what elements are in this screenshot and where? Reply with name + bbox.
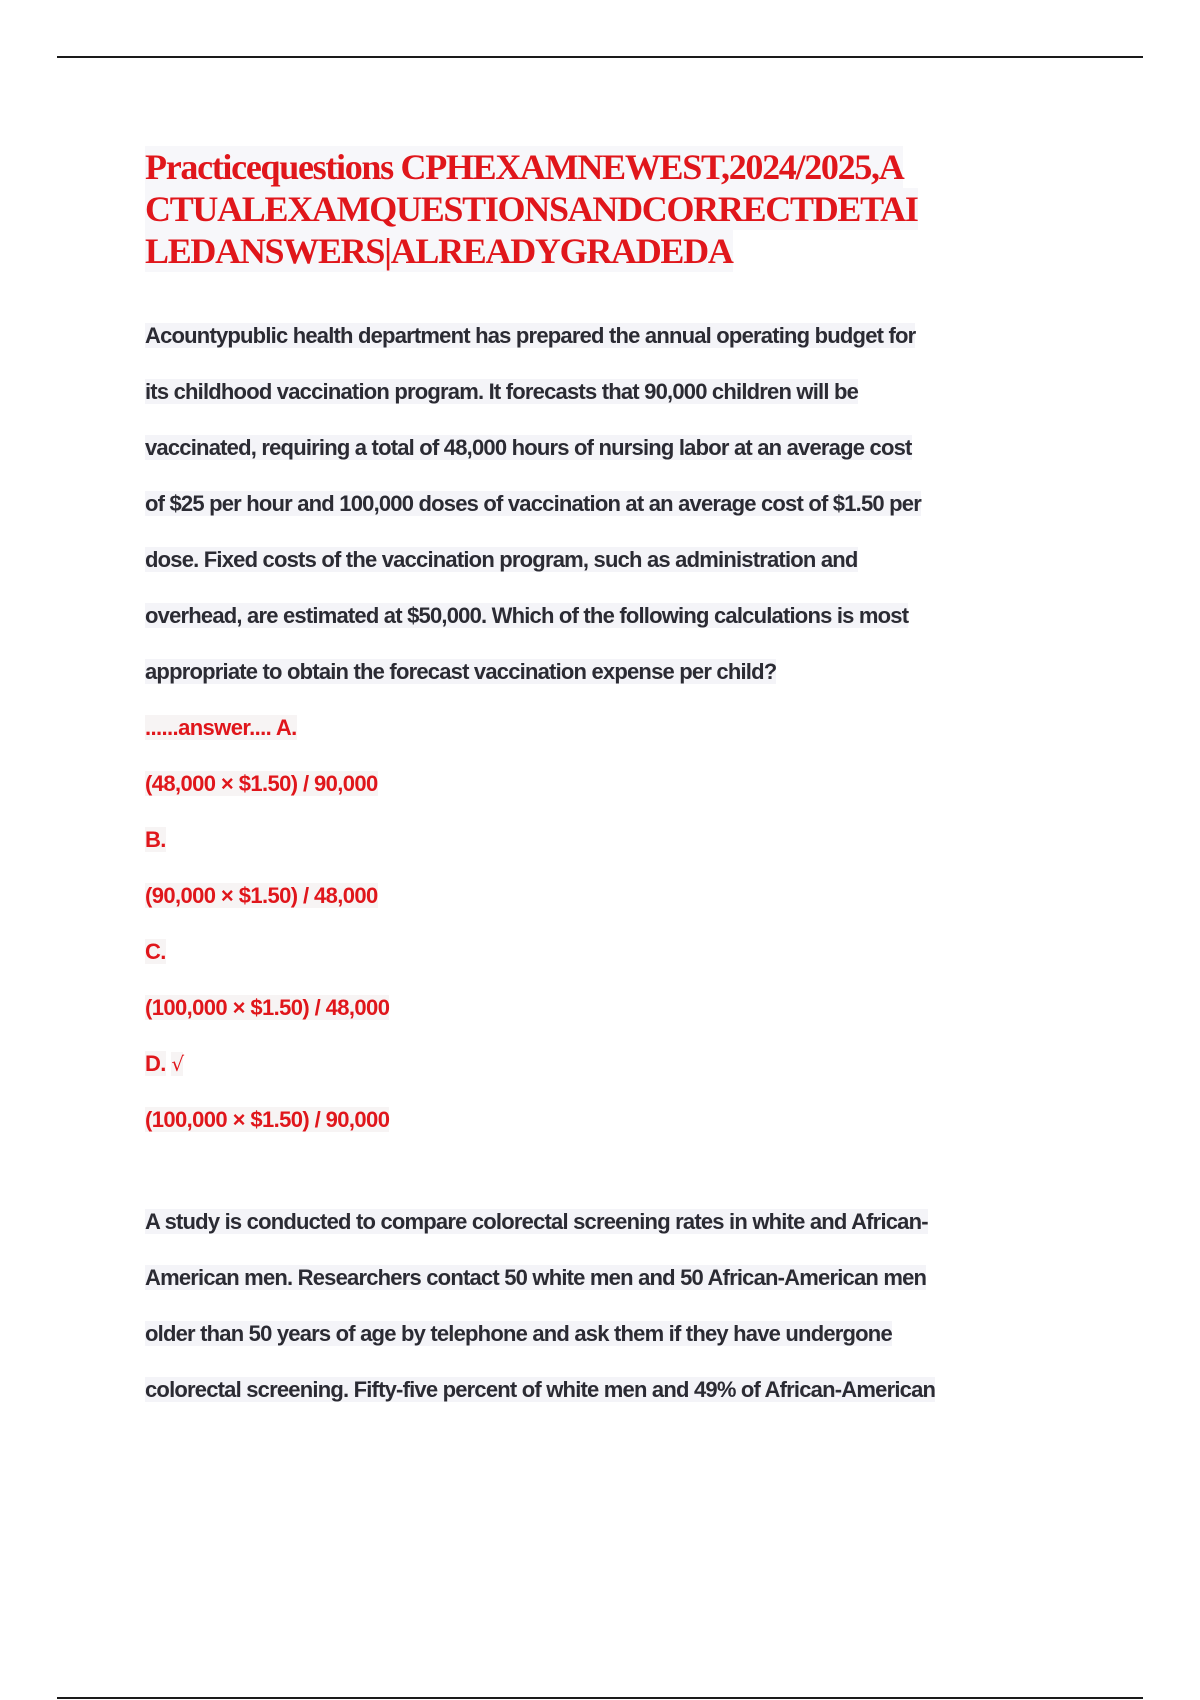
question-line: Acountypublic health department has prepared the annual operating budget for (145, 323, 916, 348)
title-line: CTUALEXAMQUESTIONSANDCORRECTDETAI (145, 189, 918, 229)
option-a: (48,000 × $1.50) / 90,000 (145, 771, 378, 796)
label-b: B. (145, 827, 166, 852)
check-mark-icon: √ (171, 1052, 184, 1076)
question-line: overhead, are estimated at $50,000. Which of the following calculations is most (145, 603, 909, 628)
document-title (145, 146, 1065, 272)
title-line: LEDANSWERS|ALREADYGRADEDA (145, 231, 733, 271)
question-line: vaccinated, requiring a total of 48,000 hours of nursing labor at an average cost (145, 435, 912, 460)
option-b: (90,000 × $1.50) / 48,000 (145, 883, 378, 908)
document-body (145, 146, 1065, 1426)
question-line: A study is conducted to compare colorectal screening rates in white and African- (145, 1209, 928, 1234)
question-line: its childhood vaccination program. It forecasts that 90,000 children will be (145, 379, 859, 404)
option-d: (100,000 × $1.50) / 90,000 (145, 1107, 390, 1132)
label-c: C. (145, 939, 166, 964)
question-line: American men. Researchers contact 50 white men and 50 African-American men (145, 1265, 927, 1290)
question-line: older than 50 years of age by telephone and ask them if they have undergone (145, 1321, 892, 1346)
question-2 (145, 1202, 1065, 1426)
question-line: colorectal screening. Fifty-five percent of white men and 49% of African-American (145, 1377, 936, 1402)
footer-rule (57, 1697, 1143, 1699)
title-line: Practicequestions CPHEXAMNEWEST,2024/2025,A (145, 147, 904, 187)
option-c: (100,000 × $1.50) / 48,000 (145, 995, 390, 1020)
question-line: of $25 per hour and 100,000 doses of vaccination at an average cost of $1.50 per (145, 491, 921, 516)
answer-lead: ......answer.... A. (145, 715, 297, 740)
header-rule (57, 56, 1143, 58)
label-d: D. √ (145, 1051, 184, 1076)
question-1 (145, 316, 1065, 708)
question-line: dose. Fixed costs of the vaccination program, such as administration and (145, 547, 858, 572)
answer-1 (145, 708, 1065, 1156)
question-line: appropriate to obtain the forecast vaccination expense per child? (145, 659, 777, 684)
